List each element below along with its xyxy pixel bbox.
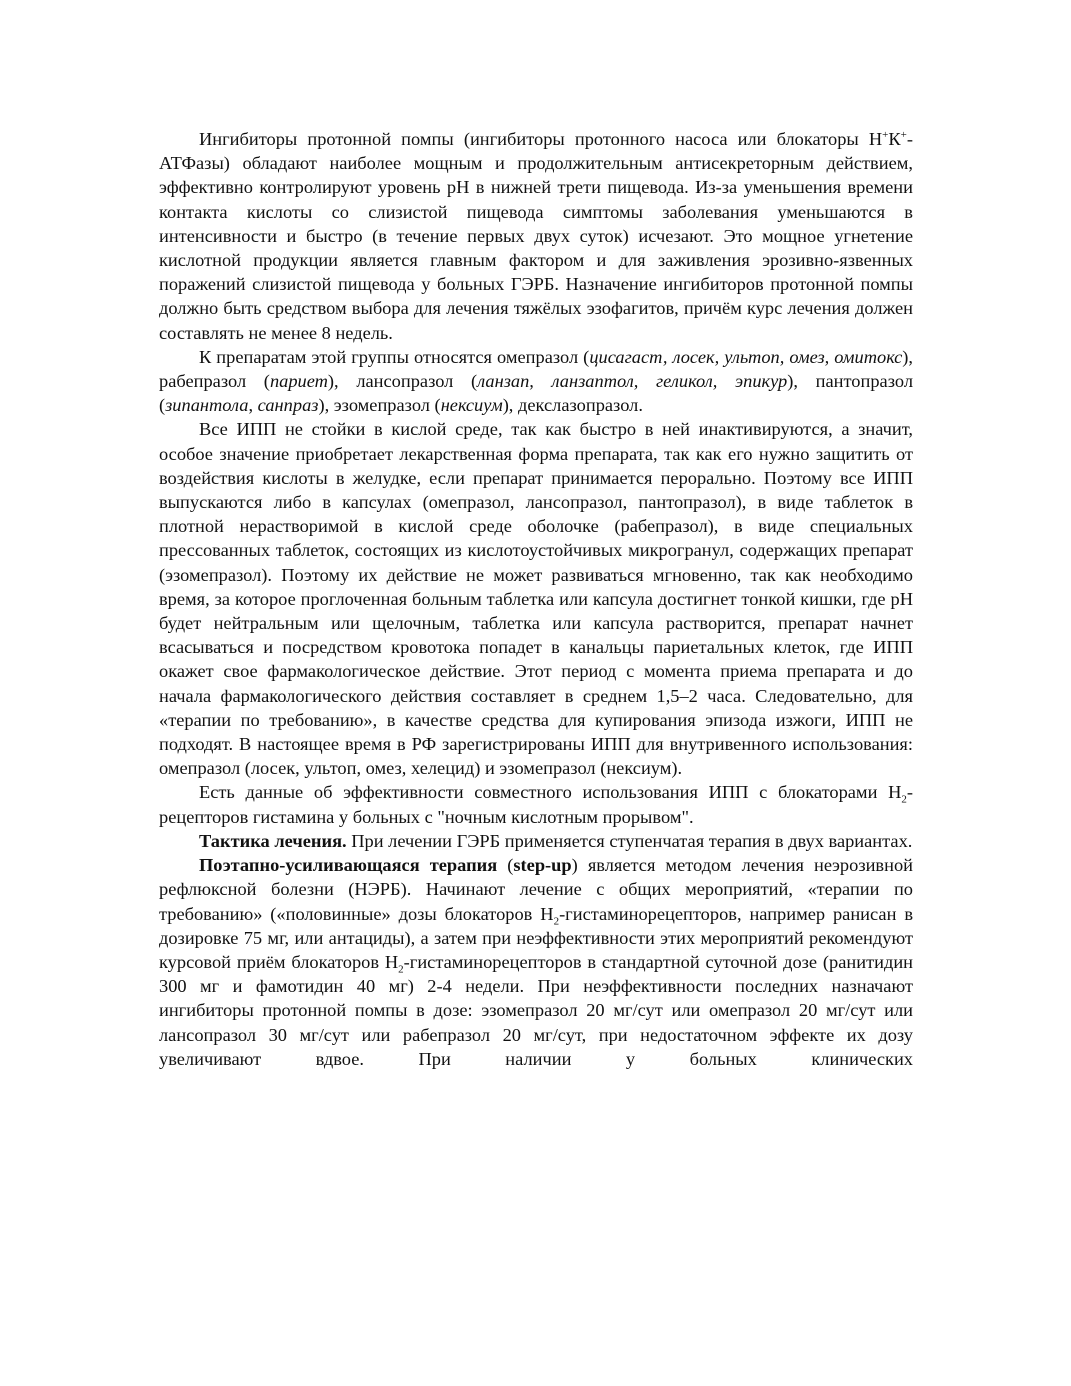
subscript: 2	[553, 915, 560, 928]
text: ), эзомепразол (	[318, 395, 441, 416]
text: Ингибиторы протонной помпы (ингибиторы протонного насоса или блокаторы Н	[199, 129, 883, 149]
text: К препаратам этой группы относятся омепразол (	[199, 346, 590, 367]
subscript: 2	[901, 794, 907, 807]
text: Есть данные об эффективности совместного использования ИПП с блокаторами Н	[199, 782, 902, 803]
superscript-plus: +	[882, 128, 889, 141]
section-heading: Тактика лечения.	[199, 830, 347, 851]
text: ), лансопразол (	[327, 371, 478, 392]
paragraph-combined-use	[159, 780, 913, 828]
text: При лечении ГЭРБ применяется ступенчатая терапия в двух вариантах.	[346, 830, 913, 851]
text: ), декслазопразол.	[502, 395, 643, 416]
text: (	[497, 855, 514, 876]
paragraph-step-up	[159, 853, 913, 1071]
text: ), пантопразол (	[159, 371, 913, 416]
text: -гистаминорецепторов, например ранисан в дозировке 75 мг, или антациды), а затем при неэффективности этих мероприятий рекомендуют курсовой приём блокаторов Н	[159, 903, 914, 972]
text: ) является методом лечения неэрозивной рефлюксной болезни (НЭРБ). Начинают лечение с общих мероприятий, «терапии по требованию» («половинные» дозы блокаторов Н	[159, 855, 913, 924]
text: К	[888, 129, 901, 149]
text: -рецепторов гистамина у больных с "ночным кислотным прорывом".	[159, 782, 913, 827]
text: -гистаминорецепторов в стандартной суточной дозе (ранитидин 300 мг и фамотидин 40 мг) 2-4 недели. При неэффективности последних назначают ингибиторы протонной помпы в дозе: эзомепразол 20 мг/сут или омепразол 20 мг/сут или лансопразол 30 мг/сут или рабепразол 20 мг/сут, при недостаточном эффекте их дозу увеличивают вдвое. При наличии у больных клинических	[159, 951, 914, 1069]
brand-names: цисагаст, лосек, ультоп, омез, омитокс	[589, 346, 903, 367]
superscript-plus: +	[900, 128, 907, 141]
term-step-up: step-up	[513, 855, 572, 876]
term-heading: Поэтапно-усиливающаяся терапия	[199, 855, 498, 876]
paragraph-treatment-tactics	[159, 829, 913, 853]
paragraph-ppi-forms: Все ИПП не стойки в кислой среде, так как быстро в ней инактивируются, а значит, особое значение приобретает лекарственная форма препарата, так как его нужно защитить от воздействия кислоты в желудке, если препарат принимается перорально. Поэтому все ИПП выпускаются либо в капсулах (омепразол, лансопразол, пантопразол), в виде таблеток в плотной нерастворимой в кислой среде оболочке (рабепразол), в виде специальных прессованных таблеток, состоящих из кислотоустойчивых микрогранул, содержащих препарат (эзомепразол). Поэтому их действие не может развиваться мгновенно, так как необходимо время, за которое проглоченная больным таблетка или капсула достигнет тонкой кишки, где pH будет нейтральным или щелочным, таблетка или капсула растворится, препарат начнет всасываться и посредством кровотока попадет в канальцы париетальных клеток, где ИПП окажет свое фармакологическое действие. Этот период с момента приема препарата и до начала фармакологического действия составляет в среднем 1,5–2 часа. Следовательно, для «терапии по требованию», в качестве средства для купирования эпизода изжоги, ИПП не подходят. В настоящее время в РФ зарегистрированы ИПП для внутривенного использования: омепразол (лосек, ультоп, омез, хелецид) и эзомепразол (нексиум).	[159, 419, 913, 779]
text: -АТФазы) обладают наиболее мощным и продолжительным антисекреторным действием, эффективно контролируют уровень pH в нижней трети пищевода. Из-за уменьшения времени контакта кислоты со слизистой пищевода симптомы заболевания уменьшаются в интенсивности и быстро (в течение первых двух суток) исчезают. Это мощное угнетение кислотной продукции является главным фактором и для заживления эрозивно-язвенных поражений слизистой пищевода у больных ГЭРБ. Назначение ингибиторов протонной помпы должно быть средством выбора для лечения тяжёлых эзофагитов, причём курс лечения должен составлять не менее 8 недель.	[159, 129, 913, 343]
paragraph-drug-list	[159, 345, 913, 418]
text: ), рабепразол (	[159, 346, 914, 392]
brand-names: париет	[269, 371, 328, 392]
brand-names: нексиум	[440, 395, 503, 416]
subscript: 2	[398, 963, 404, 976]
text-column	[159, 127, 913, 1071]
brand-names: зипантола	[165, 395, 249, 416]
brand-names: ланзап, ланзаптол, геликол, эпикур	[477, 371, 788, 392]
brand-names: санпраз	[257, 395, 319, 416]
paragraph-ppi-intro	[159, 127, 913, 345]
text: ,	[248, 395, 258, 416]
